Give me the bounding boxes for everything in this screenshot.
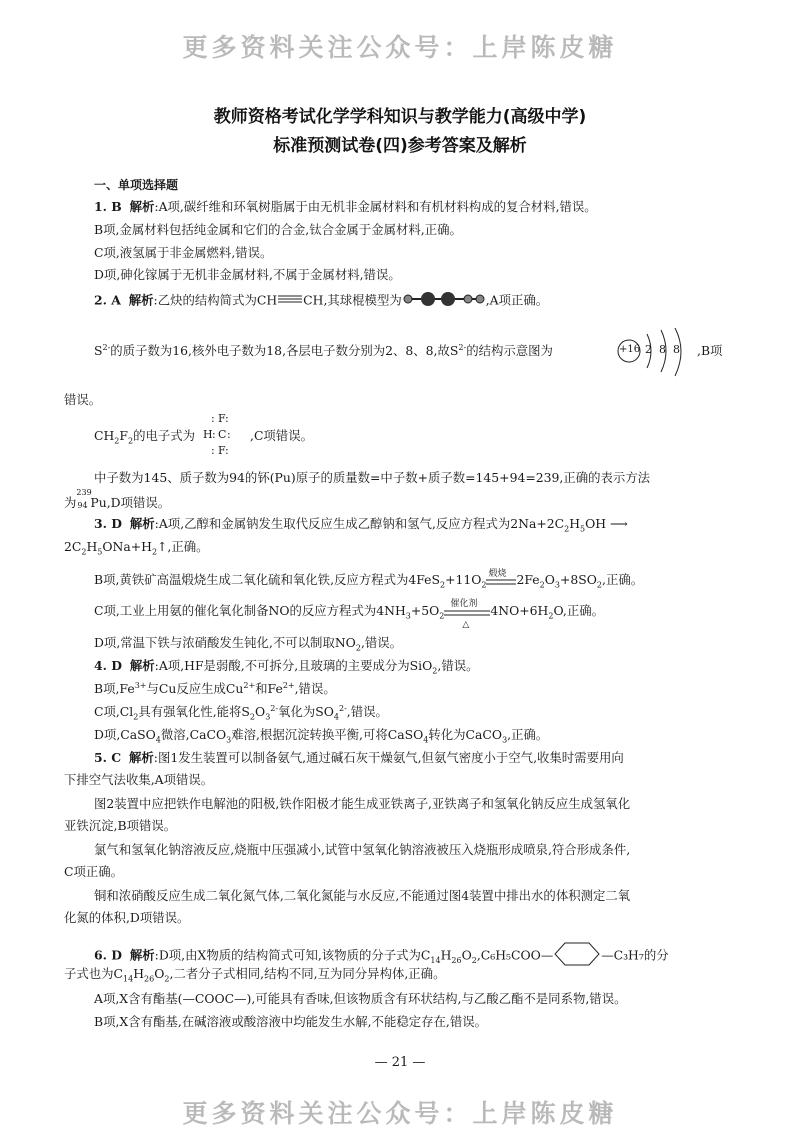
q4-sup-c1: 2- [270, 703, 279, 713]
electron-formula [203, 412, 249, 460]
q2-c-sub-2: 2 [128, 436, 134, 446]
q3-sub-a2: 5 [580, 524, 586, 534]
page-number: — 21 — [374, 1055, 426, 1070]
q2-b-text-3: ,B项 [697, 343, 723, 358]
q4-d-1: D项,CaSO [94, 727, 156, 742]
q3-c-2: +5O [410, 603, 440, 618]
q3-sub-c1: 3 [405, 611, 411, 621]
nucleus-charge: +16 [619, 344, 641, 355]
q4-number: 4. D [94, 658, 122, 673]
q6-d-2d: ,二者分子式相同,结构不同,互为同分异构体,正确。 [169, 966, 446, 981]
q2-d-3: Pu,D项错误。 [90, 495, 171, 510]
q2-line-c [94, 428, 195, 444]
ef-h-left: H [203, 428, 213, 441]
q3-c-condition-bottom: △ [462, 619, 470, 630]
q4-a-1: A项,HF是弱酸,不可拆分,且玻璃的主要成分为SiO [158, 658, 433, 673]
s-charge: 2- [102, 342, 111, 352]
q6-line-d: 6. D 解析:D项,由X物质的结构简式可知,该物质的分子式为$C_{14}H_{26}O_2,C_6H_5COO—$ —C₃H₇的分 [94, 941, 669, 971]
q4-b-2: 与Cu反应生成Cu [146, 681, 244, 696]
q6-d-1: D项,由X物质的结构简式可知,该物质的分子式为C [158, 947, 431, 963]
q2-c-text-2: F [119, 428, 128, 443]
pu-nuclide [76, 488, 92, 510]
q6-sub-4: 14 [123, 974, 134, 984]
q3-d-1: D项,常温下铁与浓硝酸发生钝化,不可以制取NO [94, 635, 356, 650]
q3-a-5: H [86, 539, 98, 554]
q4-d-2: 微溶,CaCO [160, 727, 227, 742]
q3-a-3: OH ⟶ [585, 516, 628, 531]
ef-f-bottom: F [218, 444, 226, 457]
q2-c-text-1: CH [94, 428, 115, 443]
q2-number: 2. A [94, 292, 121, 308]
q6-sub-3: 2 [471, 955, 477, 965]
q6-d-1e: —C₃H₇的分 [601, 947, 669, 963]
cyclohexane-ring [553, 941, 601, 971]
q3-sub-d1: 2 [355, 643, 361, 653]
q5-a-1: 图1发生装置可以制备氨气,通过碱石灰干燥氨气,但氨气密度小于空气,收集时需要用向 [157, 750, 624, 765]
triple-bond [277, 292, 303, 308]
q6-sub-6: 2 [164, 974, 170, 984]
q2-b-text-4: 错误。 [64, 392, 102, 407]
q1-number: 1. B [94, 199, 122, 214]
q3-line-b [94, 568, 644, 590]
q6-number: 6. D [94, 947, 122, 963]
q1-line-a: 1. B 解析:A项,碳纤维和环氧树脂属于由无机非金属材料和有机材料构成的复合材料,错误。 [94, 199, 597, 214]
q2-c-text-4: ,C项错误。 [250, 428, 313, 443]
q3-a-2: H [569, 516, 580, 531]
q4-line-b [94, 681, 336, 697]
q3-b-3: 2Fe [516, 572, 540, 587]
q3-d-2: ,错误。 [360, 635, 403, 650]
q4-sup-b2: 2+ [243, 680, 256, 690]
q6-b: B项,X含有酯基,在碱溶液或酸溶液中均能发生水解,不能稳定存在,错误。 [94, 1014, 488, 1029]
q2-line-a: 2. A 解析:乙炔的结构简式为CH CH,其球棍模型为 ,A项正确。 [94, 291, 548, 311]
q2-d-1: 中子数为145、质子数为94的钚(Pu)原子的质量数=中子数+质子数=145+94=239,正确的表示方法 [94, 470, 651, 485]
q3-line-a2 [64, 539, 209, 555]
q3-tag: 解析 [129, 516, 155, 531]
q3-c-3: 4NO+6H [490, 603, 549, 618]
shell-3: 8 [673, 343, 680, 356]
ball-stick-model-icon [402, 291, 486, 307]
q2-a-text-1: 乙炔的结构简式为CH [157, 292, 278, 308]
q3-sub-b2: 2 [481, 580, 487, 590]
q6-sub-5: 26 [144, 974, 155, 984]
q3-b-5: +8SO [559, 572, 597, 587]
q1-a: A项,碳纤维和环氧树脂属于由无机非金属材料和有机材料构成的复合材料,错误。 [158, 199, 597, 214]
q5-b-2: 亚铁沉淀,B项错误。 [64, 818, 177, 833]
q4-sub-d1: 4 [155, 735, 161, 745]
q5-c-2: C项正确。 [64, 864, 124, 879]
q4-sub-d3: 4 [423, 735, 429, 745]
q3-sub-c2: 2 [439, 611, 445, 621]
q5-c-1: 氯气和氢氧化钠溶液反应,烧瓶中压强减小,试管中氢氧化钠溶液被压入烧瓶形成喷泉,符合形成条件, [94, 842, 631, 857]
triple-bond-icon [277, 294, 303, 304]
q4-d-3: 难溶,根据沉淀转换平衡,可将CaSO [231, 727, 424, 742]
ef-dot-2: : [225, 412, 229, 425]
pu-mass-number: 239 [76, 488, 92, 497]
q3-sub-b1: 2 [439, 580, 446, 590]
q3-line-c [94, 598, 604, 630]
q3-number: 3. D [94, 516, 122, 531]
q1-c: C项,液氢属于非金属燃料,错误。 [94, 245, 273, 260]
ef-dot-1: : [211, 412, 215, 425]
q3-b-condition: 煅烧 [488, 568, 507, 579]
q2-c-text-3: 的电子式为 [133, 428, 196, 443]
ef-dot-3: : [212, 428, 216, 441]
q3-a-7: ↑,正确。 [157, 539, 209, 554]
q5-number: 5. C [94, 750, 122, 765]
q3-sub-a4: 5 [97, 547, 103, 557]
ef-dot-6: : [225, 444, 229, 457]
section-heading: 一、单项选择题 [94, 178, 179, 192]
q4-tag: 解析 [129, 658, 155, 673]
ef-f-top: F [218, 412, 226, 425]
q4-c-4: 氧化为SO [278, 704, 334, 719]
s-symbol: S [94, 343, 103, 358]
shell-1: 2 [645, 343, 652, 356]
q6-tag: 解析 [129, 947, 155, 963]
s-charge-2: 2- [458, 342, 467, 352]
q4-sub-c2: 2 [249, 712, 256, 722]
ball-stick-model [402, 291, 486, 311]
q3-sub-a3: 2 [81, 547, 87, 557]
q5-line-a: 5. C 解析:图1发生装置可以制备氨气,通过碱石灰干燥氨气,但氨气密度小于空气,收集时需要用向 [94, 750, 624, 765]
q6-d-1c: O [461, 947, 472, 963]
sulfide-ion-structure-diagram [615, 328, 695, 378]
q4-d-4: 转化为CaCO [428, 727, 503, 742]
q1-d: D项,砷化镓属于无机非金属材料,不属于金属材料,错误。 [94, 267, 401, 282]
ef-dot-4: : [227, 428, 231, 441]
q2-line-b [94, 343, 553, 359]
q6-d-2: 子式也为C [64, 966, 124, 981]
q3-sub-b3: 2 [539, 580, 545, 590]
q1-b: B项,金属材料包括纯金属和它们的合金,钛合金属于金属材料,正确。 [94, 222, 462, 237]
q5-b-1: 图2装置中应把铁作电解池的阳极,铁作阳极才能生成亚铁离子,亚铁离子和氢氧化钠反应生成氢氧化 [94, 796, 631, 811]
q4-sub-d2: 3 [226, 735, 232, 745]
q6-line-d2 [64, 966, 445, 982]
q3-b-1: B项,黄铁矿高温煅烧生成二氧化硫和氧化铁,反应方程式为4FeS [94, 572, 440, 587]
q4-b-3: 和Fe [255, 681, 283, 696]
ef-c: C [218, 428, 227, 441]
q4-sub-d4: 3 [502, 735, 508, 745]
q4-a-2: ,错误。 [437, 658, 479, 673]
q3-sub-b4: 3 [554, 580, 560, 590]
q3-c-condition-top: 催化剂 [450, 598, 478, 609]
q4-b-1: B项,Fe [94, 681, 135, 696]
q4-sup-b3: 2+ [282, 680, 295, 690]
q2-a-text-3: ,A项正确。 [485, 292, 549, 308]
q4-sub-c3: 3 [265, 712, 271, 722]
q6-d-2c: O [154, 966, 165, 981]
q6-a: A项,X含有酯基(—COOC—),可能具有香味,但该物质含有环状结构,与乙酸乙酯不是同系物,错误。 [94, 991, 627, 1006]
q4-b-4: ,错误。 [294, 681, 336, 696]
q3-c-arrow [444, 598, 490, 630]
q3-sub-a5: 2 [151, 547, 158, 557]
q4-line-d [94, 727, 548, 743]
q4-c-3: O [255, 704, 266, 719]
watermark-bottom: 更多资料关注公众号：上岸陈皮糖 [182, 1099, 618, 1128]
title-line-2: 标准预测试卷(四)参考答案及解析 [273, 136, 527, 156]
q4-sup-b1: 3+ [134, 680, 147, 690]
q6-d-1d: ,C₆H₅COO— [476, 947, 554, 963]
q4-sub-c1: 2 [133, 712, 139, 722]
q3-b-arrow [486, 568, 516, 586]
double-line-icon [486, 579, 516, 587]
q3-a-6: ONa+H [102, 539, 152, 554]
q1-tag: 解析 [129, 199, 155, 214]
q2-line-d2 [64, 488, 171, 511]
q3-b-4: O [544, 572, 555, 587]
q4-sub-a1: 2 [432, 666, 438, 676]
q5-d-1: 铜和浓硝酸反应生成二氧化氮气体,二氧化氮能与水反应,不能通过图4装置中排出水的体积测定二氧 [94, 888, 631, 903]
q3-line-a: 3. D 解析:A项,乙醇和金属钠发生取代反应生成乙醇钠和氢气,反应方程式为$2Na+2C_2H_5OH$ ⟶ [94, 516, 628, 534]
q2-b-text-2: 的结构示意图为 [466, 343, 553, 358]
q5-tag: 解析 [129, 750, 154, 765]
q6-d-1b: H [440, 947, 452, 963]
q3-c-1: C项,工业上用氨的催化氧化制备NO的反应方程式为4NH [94, 603, 406, 618]
q4-d-5: ,正确。 [507, 727, 549, 742]
q3-sub-b5: 2 [596, 580, 602, 590]
q2-c-sub-1: 2 [114, 436, 120, 446]
q4-line-a: 4. D 解析:A项,HF是弱酸,不可拆分,且玻璃的主要成分为SiO$_2$,错误。 [94, 658, 479, 676]
hexagon-icon [553, 941, 601, 967]
q4-line-c [94, 704, 388, 720]
pu-atomic-number: 94 [77, 501, 88, 510]
q2-d-2: 为 [64, 495, 77, 510]
ef-dot-5: : [211, 444, 215, 457]
q3-sub-c3: 2 [548, 611, 554, 621]
q4-c-1: C项,Cl [94, 704, 134, 719]
q5-d-2: 化氮的体积,D项错误。 [64, 910, 190, 925]
q2-tag: 解析 [128, 292, 154, 308]
q2-a-text-2: CH,其球棍模型为 [303, 292, 402, 308]
q4-c-2: 具有强氧化性,能将S [138, 704, 250, 719]
q3-b-6: ,正确。 [602, 572, 644, 587]
title-line-1: 教师资格考试化学学科知识与教学能力(高级中学) [213, 107, 587, 127]
watermark-top: 更多资料关注公众号：上岸陈皮糖 [182, 33, 618, 62]
q6-sub-2: 26 [451, 955, 462, 965]
q4-sub-c4: 4 [333, 712, 339, 722]
q2-b-text-1: 的质子数为16,核外电子数为18,各层电子数分别为2、8、8,故S [110, 343, 459, 358]
q3-c-4: O,正确。 [553, 603, 604, 618]
q3-sub-a1: 2 [564, 524, 570, 534]
q3-a-4: 2C [64, 539, 82, 554]
q3-a-1: A项,乙醇和金属钠发生取代反应生成乙醇钠和氢气,反应方程式为2Na+2C [158, 516, 565, 531]
q6-sub-1: 14 [430, 955, 441, 965]
q3-line-d [94, 635, 402, 651]
q6-d-2b: H [133, 966, 145, 981]
q4-c-5: ,错误。 [346, 704, 388, 719]
q3-b-2: +11O [445, 572, 482, 587]
q4-sup-c2: 2- [339, 703, 347, 713]
q5-a-2: 下排空气法收集,A项错误。 [64, 772, 214, 787]
shell-2: 8 [659, 343, 666, 356]
